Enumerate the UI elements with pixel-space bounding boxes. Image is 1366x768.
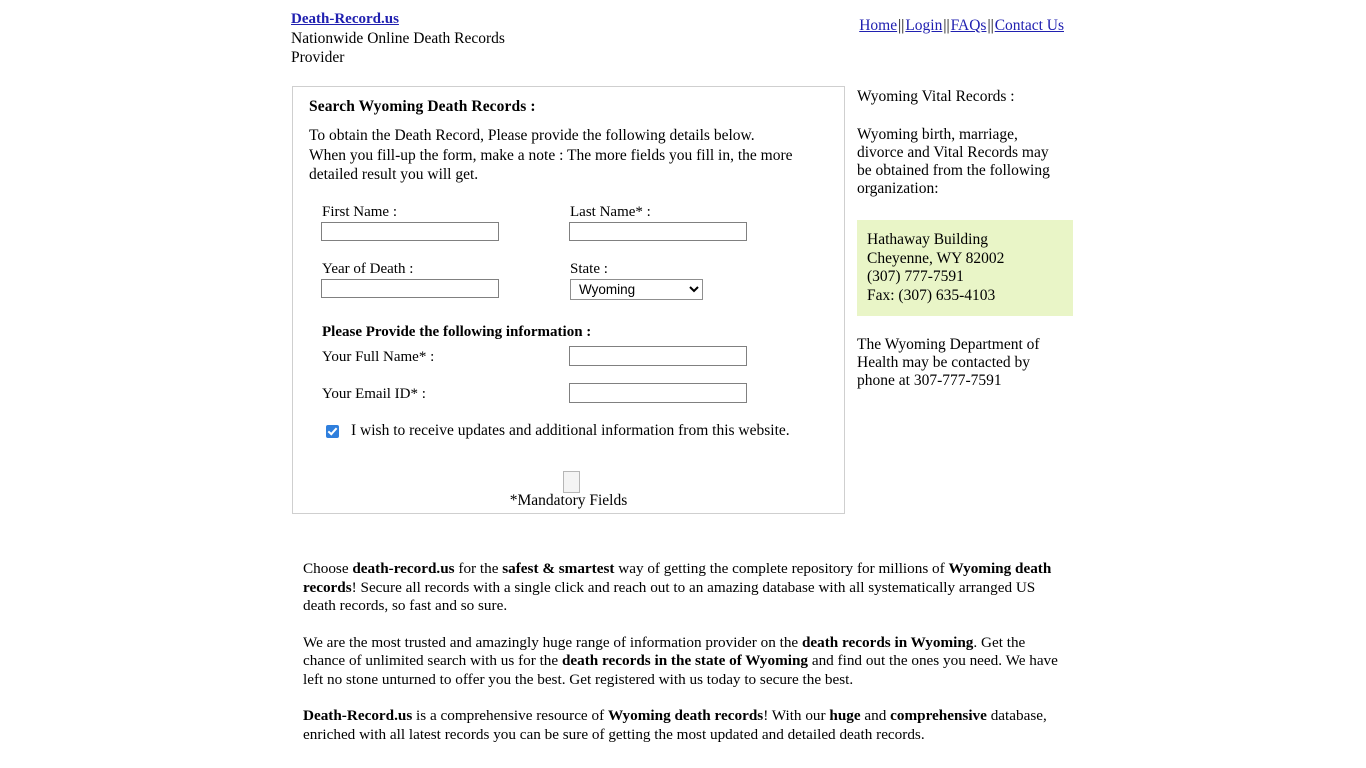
- first-name-input[interactable]: [321, 222, 499, 241]
- content-paragraph-3: [303, 707, 1065, 744]
- text-run: is a comprehensive resource of: [412, 707, 608, 724]
- text-run: ! With our: [763, 707, 830, 724]
- content-paragraph-1: [303, 560, 1065, 616]
- optin-checkbox[interactable]: [326, 425, 339, 438]
- nav-link-contact-us[interactable]: Contact Us: [994, 17, 1064, 34]
- address-line: Cheyenne, WY 82002: [867, 249, 1005, 267]
- email-label: Your Email ID* :: [322, 386, 426, 402]
- nav-link-login[interactable]: Login: [905, 17, 943, 34]
- text-run: and find out the ones you need. We have left no stone unturned to offer you the best. Get registered with us today to secure the best.: [303, 652, 1058, 688]
- year-of-death-label: Year of Death :: [322, 261, 414, 277]
- nav-separator: ||: [987, 17, 994, 34]
- last-name-input[interactable]: [569, 222, 747, 241]
- text-run-bold: Death-Record.us: [303, 707, 413, 724]
- nav-link-home[interactable]: Home: [859, 17, 898, 34]
- address-box: [857, 220, 1073, 316]
- vital-records-sidebar: [857, 86, 1077, 390]
- address-line: (307) 777-7591: [867, 268, 964, 285]
- bottom-content: [303, 560, 1065, 762]
- state-label: State :: [570, 261, 608, 277]
- text-run: . Get the chance of unlimited search with us for the: [303, 633, 1026, 669]
- submit-button[interactable]: [563, 471, 580, 493]
- site-title-link[interactable]: Death-Record.us: [291, 11, 399, 27]
- brand-block: [291, 10, 591, 67]
- text-run: We are the most trusted and amazingly huge range of information provider on the: [303, 633, 802, 651]
- text-run-bold: safest & smartest: [502, 560, 615, 577]
- search-form-panel: [292, 86, 845, 514]
- sidebar-footnote: The Wyoming Department of Health may be contacted by phone at 307-777-7591: [857, 336, 1040, 389]
- page-header: [0, 0, 1366, 78]
- form-intro-line-2: When you fill-up the form, make a note : The more fields you fill in, the more detailed result you will get.: [309, 146, 793, 183]
- address-line: Fax: (307) 635-4103: [867, 286, 996, 304]
- text-run-bold: comprehensive: [890, 707, 987, 724]
- contact-section-heading: Please Provide the following information :: [322, 324, 592, 340]
- year-of-death-input[interactable]: [321, 279, 499, 298]
- full-name-input[interactable]: [569, 346, 747, 366]
- address-line: Hathaway Building: [867, 231, 988, 248]
- sidebar-intro: Wyoming birth, marriage, divorce and Vital Records may be obtained from the following organization:: [857, 126, 1050, 197]
- text-run-bold: huge: [829, 707, 861, 724]
- optin-label: I wish to receive updates and additional information from this website.: [351, 422, 790, 439]
- nav-separator: ||: [898, 17, 905, 34]
- email-input[interactable]: [569, 383, 747, 403]
- text-run-bold: Wyoming death records: [303, 560, 1052, 596]
- site-tagline: Nationwide Online Death Records Provider: [291, 30, 505, 66]
- last-name-label: Last Name* :: [570, 204, 651, 220]
- top-navigation: [859, 17, 1064, 35]
- sidebar-title: Wyoming Vital Records :: [857, 88, 1015, 105]
- text-run: database, enriched with all latest records you can be sure of getting the most updated and detailed death records.: [303, 707, 1047, 743]
- text-run-bold: Wyoming death records: [607, 707, 764, 724]
- form-intro-text: [309, 126, 829, 185]
- mandatory-fields-note: *Mandatory Fields: [509, 492, 628, 509]
- optin-row: [326, 422, 790, 439]
- text-run: ! Secure all records with a single click and reach out to an amazing database with all systematically arranged US death records, so fast and so sure.: [303, 578, 1036, 614]
- first-name-label: First Name :: [322, 204, 397, 220]
- text-run-bold: death-record.us: [352, 560, 455, 577]
- text-run: Choose: [303, 560, 353, 577]
- nav-separator: ||: [943, 17, 950, 34]
- text-run-bold: death records in Wyoming: [801, 633, 974, 651]
- full-name-label: Your Full Name* :: [322, 349, 435, 365]
- text-run: way of getting the complete repository for millions of: [614, 560, 949, 577]
- state-select[interactable]: [570, 279, 703, 300]
- form-heading: Search Wyoming Death Records :: [309, 98, 536, 115]
- text-run-bold: death records in the state of Wyoming: [561, 652, 809, 669]
- text-run: for the: [454, 560, 503, 577]
- text-run: and: [860, 707, 891, 724]
- form-intro-line-1: To obtain the Death Record, Please provide the following details below.: [309, 127, 755, 144]
- content-paragraph-2: [303, 634, 1065, 690]
- nav-link-faqs[interactable]: FAQs: [950, 17, 987, 34]
